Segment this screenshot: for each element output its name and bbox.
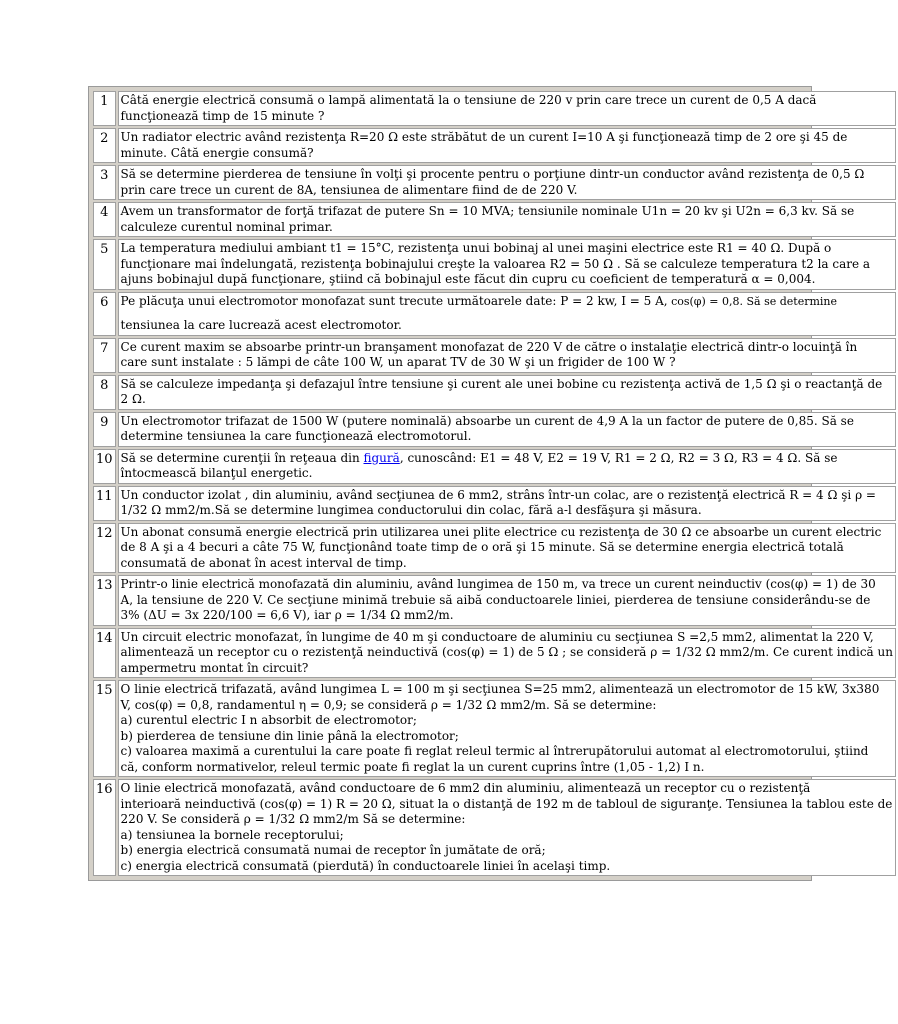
question-line: Un conductor izolat , din aluminiu, având secţiunea de 6 mm2, strâns într-un colac, are o rezistenţă electrică R = 4 Ω şi ρ = xyxy=(120,487,876,502)
question-line: 3% (ΔU = 3x 220/100 = 6,6 V), iar ρ = 1/34 Ω mm2/m. xyxy=(120,608,454,622)
question-row xyxy=(93,202,896,237)
question-text xyxy=(118,680,896,777)
question-line: Un circuit electric monofazat, în lungime de 40 m şi conductoare de aluminiu cu secţiunea S =2,5 mm2, alimentat la 220 V, xyxy=(120,629,874,644)
question-line: tensiunea la care lucrează acest electromotor. xyxy=(120,318,402,332)
question-text xyxy=(118,165,896,200)
question-number: 13 xyxy=(93,575,116,626)
question-line: Un radiator electric având rezistenţa R=20 Ω este străbătut de un curent I=10 A şi funcţionează timp de 2 ore şi 45 de xyxy=(120,130,848,144)
question-line: de 8 A şi a 4 becuri a câte 75 W, funcţionând toate timp de o oră şi 15 minute. Să se determine energia electrică totală xyxy=(120,540,844,554)
question-line: Să se calculeze impedanţa şi defazajul între tensiune şi curent ale unei bobine cu rezistenţa activă de 1,5 Ω şi o reactanţă de xyxy=(120,376,883,391)
question-line: b) pierderea de tensiune din linie până la electromotor; xyxy=(120,728,459,743)
question-line: Pe plăcuţa unui electromotor monofazat sunt trecute următoarele date: P = 2 kw, I = 5 A, cos(φ) = 0,8. Să se determine xyxy=(120,293,838,308)
question-row xyxy=(93,628,896,679)
question-line: alimentează un receptor cu o rezistenţă neinductivă (cos(φ) = 1) de 5 Ω ; se consideră ρ = 1/32 Ω mm2/m. Ce curent indică un xyxy=(120,645,893,659)
question-line: c) valoarea maximă a curentului la care poate fi reglat releul termic al întrerupătorului automat al electromotorului, ştiind xyxy=(120,744,869,758)
question-line: funcţionează timp de 15 minute ? xyxy=(120,108,325,123)
question-text xyxy=(118,338,896,373)
question-line: ampermetru montat în circuit? xyxy=(120,660,309,675)
question-line: Avem un transformator de forţă trifazat de putere Sn = 10 MVA; tensiunile nominale U1n = 20 kv şi U2n = 6,3 kv. Să se xyxy=(120,204,855,218)
question-text xyxy=(118,486,896,521)
question-line: consumată de abonat în acest interval de timp. xyxy=(120,555,407,570)
question-row xyxy=(93,575,896,626)
question-text-pre: Să se determine curenţii în reţeaua din xyxy=(120,450,364,465)
question-line: 2 Ω. xyxy=(120,392,146,406)
question-line: întocmească bilanţul energetic. xyxy=(120,466,313,480)
question-line: a) tensiunea la bornele receptorului; xyxy=(120,827,344,842)
question-text-post: , cunoscând: E1 = 48 V, E2 = 19 V, R1 = 2 Ω, R2 = 3 Ω, R3 = 4 Ω. Să se xyxy=(399,450,838,465)
question-number: 9 xyxy=(93,412,116,447)
question-text xyxy=(118,412,896,447)
question-row xyxy=(93,338,896,373)
question-line: funcţionare mai îndelungată, rezistenţa bobinajului creşte la valoarea R2 = 50 Ω . Să se calculeze temperatura t2 la care a xyxy=(120,256,871,271)
question-text xyxy=(118,292,896,336)
questions-table xyxy=(91,89,898,878)
question-row xyxy=(93,779,896,876)
question-text xyxy=(118,202,896,237)
question-line: Ce curent maxim se absoarbe printr-un branşament monofazat de 220 V de către o instalaţie electrică dintr-o locuinţă în xyxy=(120,339,858,354)
question-text xyxy=(118,239,896,290)
question-line: minute. Câtă energie consumă? xyxy=(120,145,314,160)
question-text xyxy=(118,779,896,876)
question-number: 6 xyxy=(93,292,116,336)
question-line: 220 V. Se consideră ρ = 1/32 Ω mm2/m Să se determine: xyxy=(120,812,466,826)
question-row xyxy=(93,91,896,126)
question-line: calculeze curentul nominal primar. xyxy=(120,219,333,234)
question-number: 8 xyxy=(93,375,116,410)
question-line: prin care trece un curent de 8A, tensiunea de alimentare fiind de de 220 V. xyxy=(120,182,578,197)
question-number: 7 xyxy=(93,338,116,373)
question-row xyxy=(93,523,896,574)
question-line: ajuns bobinajul după funcţionare, ştiind că bobinajul este făcut din cupru cu coeficient de temperatură α = 0,004. xyxy=(120,272,816,286)
question-line: interioară neinductivă (cos(φ) = 1) R = 20 Ω, situat la o distanţă de 192 m de tabloul de siguranţe. Tensiunea la tablou este de xyxy=(120,796,893,811)
question-number: 16 xyxy=(93,779,116,876)
question-text xyxy=(118,575,896,626)
question-text xyxy=(118,449,896,484)
question-line: V, cos(φ) = 0,8, randamentul η = 0,9; se consideră ρ = 1/32 Ω mm2/m. Să se determine: xyxy=(120,697,657,712)
question-row xyxy=(93,375,896,410)
question-line: care sunt instalate : 5 lămpi de câte 100 W, un aparat TV de 30 W şi un frigider de 100 W ? xyxy=(120,355,676,369)
question-line: c) energia electrică consumată (pierdută) în conductoarele liniei în acelaşi timp. xyxy=(120,858,611,873)
question-number: 1 xyxy=(93,91,116,126)
questions-table-frame xyxy=(88,86,893,881)
figure-link[interactable]: figură xyxy=(363,450,400,465)
question-line: b) energia electrică consumată numai de receptor în jumătate de oră; xyxy=(120,843,546,857)
question-line: Un electromotor trifazat de 1500 W (putere nominală) absoarbe un curent de 4,9 A la un factor de putere de 0,85. Să se xyxy=(120,413,854,428)
question-row xyxy=(93,292,896,336)
question-row xyxy=(93,449,896,484)
question-text xyxy=(118,375,896,410)
question-line: A, la tensiune de 220 V. Ce secţiune minimă trebuie să aibă conductoarele liniei, pierderea de tensiune considerându-se de xyxy=(120,592,871,607)
question-text xyxy=(118,628,896,679)
question-number: 4 xyxy=(93,202,116,237)
question-number: 12 xyxy=(93,523,116,574)
question-row xyxy=(93,412,896,447)
question-row xyxy=(93,165,896,200)
question-number: 2 xyxy=(93,128,116,163)
question-row xyxy=(93,680,896,777)
question-line: 1/32 Ω mm2/m.Să se determine lungimea conductorului din colac, fără a-l desfăşura şi măsura. xyxy=(120,503,702,517)
question-number: 14 xyxy=(93,628,116,679)
question-number: 3 xyxy=(93,165,116,200)
question-line: O linie electrică monofazată, având conductoare de 6 mm2 din aluminiu, alimentează un receptor cu o rezistenţă xyxy=(120,781,811,795)
question-number: 10 xyxy=(93,449,116,484)
question-line: determine tensiunea la care funcţionează electromotorul. xyxy=(120,429,472,443)
question-line: Printr-o linie electrică monofazată din aluminiu, având lungimea de 150 m, va trece un curent neinductiv (cos(φ) = 1) de 30 xyxy=(120,577,876,591)
question-line: La temperatura mediului ambiant t1 = 15°C, rezistenţa unui bobinaj al unei maşini electrice este R1 = 40 Ω. După o xyxy=(120,241,832,255)
question-row xyxy=(93,486,896,521)
cos-phi-label: cos(φ) = 0,8. Să se determine xyxy=(667,294,838,308)
question-line xyxy=(121,451,893,467)
question-line: a) curentul electric I n absorbit de electromotor; xyxy=(120,713,417,727)
question-row xyxy=(93,128,896,163)
question-line: Câtă energie electrică consumă o lampă alimentată la o tensiune de 220 v prin care trece un curent de 0,5 A dacă xyxy=(120,93,817,107)
question-number: 15 xyxy=(93,680,116,777)
question-text xyxy=(118,128,896,163)
question-number: 11 xyxy=(93,486,116,521)
question-row xyxy=(93,239,896,290)
question-number: 5 xyxy=(93,239,116,290)
question-line: O linie electrică trifazată, având lungimea L = 100 m şi secţiunea S=25 mm2, alimentează un electromotor de 15 kW, 3x380 xyxy=(120,682,880,696)
question-line: că, conform normativelor, releul termic poate fi reglat la un curent cuprins între (1,05 - 1,2) I n. xyxy=(120,759,705,774)
question-text xyxy=(118,523,896,574)
question-line: Să se determine pierderea de tensiune în volţi şi procente pentru o porţiune dintr-un conductor având rezistenţa de 0,5 Ω xyxy=(120,167,865,181)
question-line: Un abonat consumă energie electrică prin utilizarea unei plite electrice cu rezistenţa de 30 Ω ce absoarbe un curent electric xyxy=(120,524,882,539)
question-text xyxy=(118,91,896,126)
